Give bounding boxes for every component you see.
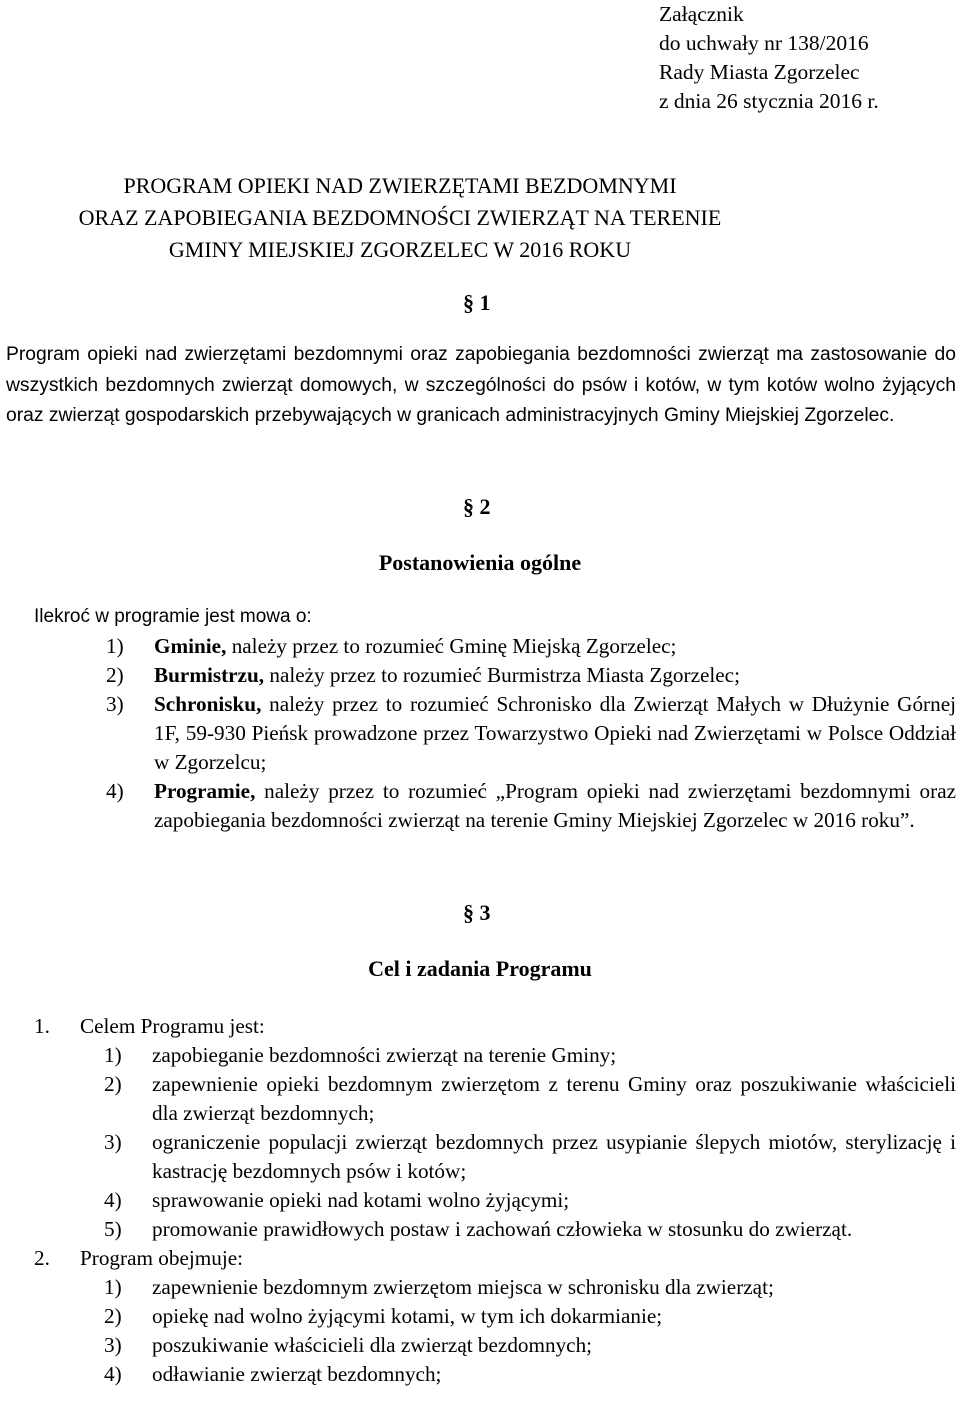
definition-term: Gminie, bbox=[154, 634, 227, 658]
list-item bbox=[104, 1302, 956, 1331]
section-3-heading: Cel i zadania Programu bbox=[368, 956, 592, 981]
annex-line-1: Załącznik bbox=[659, 2, 744, 26]
list-item bbox=[104, 1215, 956, 1244]
point-number: 1. bbox=[34, 1014, 50, 1038]
definition-number: 2) bbox=[106, 663, 124, 687]
item-number: 1) bbox=[104, 1043, 122, 1067]
title-line-2: ORAZ ZAPOBIEGANIA BEZDOMNOŚCI ZWIERZĄT NA TERENIE bbox=[78, 205, 722, 230]
definition-item bbox=[106, 777, 956, 835]
list-item bbox=[104, 1041, 956, 1070]
annex-header bbox=[659, 0, 879, 116]
scope-point bbox=[34, 1244, 956, 1389]
item-text: zapewnienie opieki bezdomnym zwierzętom z terenu Gminy oraz poszukiwanie właścicieli dla zwierząt bezdomnych; bbox=[152, 1072, 956, 1125]
item-text: promowanie prawidłowych postaw i zachowań człowieka w stosunku do zwierząt. bbox=[152, 1217, 853, 1241]
definition-text: należy przez to rozumieć „Program opieki nad zwierzętami bezdomnymi oraz zapobiegania bezdomności zwierząt na terenie Gminy Miejskiej Zgorzelec w 2016 roku”. bbox=[154, 779, 956, 832]
definition-item bbox=[106, 690, 956, 777]
item-number: 1) bbox=[104, 1275, 122, 1299]
list-item bbox=[104, 1331, 956, 1360]
definition-item bbox=[106, 632, 956, 661]
goals-point bbox=[34, 1012, 956, 1244]
definition-term: Programie, bbox=[154, 779, 256, 803]
point-label: Celem Programu jest: bbox=[80, 1014, 265, 1038]
point-label: Program obejmuje: bbox=[80, 1246, 243, 1270]
section-2-heading: Postanowienia ogólne bbox=[378, 550, 582, 575]
definition-term: Burmistrzu, bbox=[154, 663, 265, 687]
section-2-mark: § 2 bbox=[463, 494, 491, 519]
item-number: 2) bbox=[104, 1304, 122, 1328]
definition-text: należy przez to rozumieć Burmistrza Miasta Zgorzelec; bbox=[264, 663, 740, 687]
item-number: 4) bbox=[104, 1188, 122, 1212]
item-number: 3) bbox=[104, 1130, 122, 1154]
item-text: zapobieganie bezdomności zwierząt na terenie Gminy; bbox=[152, 1043, 617, 1067]
definitions-list bbox=[106, 632, 956, 835]
item-text: sprawowanie opieki nad kotami wolno żyjącymi; bbox=[152, 1188, 570, 1212]
item-number: 2) bbox=[104, 1072, 122, 1096]
section-1-mark: § 1 bbox=[463, 290, 491, 315]
point-number: 2. bbox=[34, 1246, 50, 1270]
section-1-paragraph: Program opieki nad zwierzętami bezdomnymi oraz zapobiegania bezdomności zwierząt ma zastosowanie do wszystkich bezdomnych zwierząt domowych, w szczególności do psów i kotów, w tym kotów wolno żyjących oraz zwierząt gospodarskich przebywających w granicach administracyjnych Gminy Miejskiej Zgorzelec. bbox=[6, 344, 956, 426]
definition-text: należy przez to rozumieć Schronisko dla Zwierząt Małych w Dłużynie Górnej 1F, 59-930 Pieńsk prowadzone przez Towarzystwo Opieki nad Zwierzętami w Polsce Oddział w Zgorzelcu; bbox=[154, 692, 956, 774]
item-text: odławianie zwierząt bezdomnych; bbox=[152, 1362, 442, 1386]
definition-number: 3) bbox=[106, 692, 124, 716]
definition-term: Schronisku, bbox=[154, 692, 262, 716]
list-item bbox=[104, 1070, 956, 1128]
title-line-3: GMINY MIEJSKIEJ ZGORZELEC W 2016 ROKU bbox=[168, 237, 632, 262]
item-number: 5) bbox=[104, 1217, 122, 1241]
item-number: 4) bbox=[104, 1362, 122, 1386]
section-2-intro: Ilekroć w programie jest mowa o: bbox=[34, 606, 312, 627]
list-item bbox=[104, 1360, 956, 1389]
item-text: zapewnienie bezdomnym zwierzętom miejsca w schronisku dla zwierząt; bbox=[152, 1275, 774, 1299]
list-item bbox=[104, 1128, 956, 1186]
annex-line-2: do uchwały nr 138/2016 bbox=[659, 31, 869, 55]
title-line-1: PROGRAM OPIEKI NAD ZWIERZĘTAMI BEZDOMNYMI bbox=[123, 173, 677, 198]
list-item bbox=[104, 1273, 956, 1302]
annex-line-4: z dnia 26 stycznia 2016 r. bbox=[659, 89, 879, 113]
item-text: ograniczenie populacji zwierząt bezdomnych przez usypianie ślepych miotów, sterylizację i kastrację bezdomnych psów i kotów; bbox=[152, 1130, 956, 1183]
definition-item bbox=[106, 661, 956, 690]
list-item bbox=[104, 1186, 956, 1215]
item-text: opiekę nad wolno żyjącymi kotami, w tym ich dokarmianie; bbox=[152, 1304, 663, 1328]
goals-sublist bbox=[104, 1041, 956, 1244]
document-title bbox=[0, 170, 960, 266]
definition-number: 1) bbox=[106, 634, 124, 658]
scope-sublist bbox=[104, 1273, 956, 1389]
definition-number: 4) bbox=[106, 779, 124, 803]
definition-text: należy przez to rozumieć Gminę Miejską Zgorzelec; bbox=[226, 634, 677, 658]
item-number: 3) bbox=[104, 1333, 122, 1357]
section-3-mark: § 3 bbox=[463, 900, 491, 925]
goals-list bbox=[34, 1012, 956, 1389]
annex-line-3: Rady Miasta Zgorzelec bbox=[659, 60, 860, 84]
item-text: poszukiwanie właścicieli dla zwierząt bezdomnych; bbox=[152, 1333, 593, 1357]
